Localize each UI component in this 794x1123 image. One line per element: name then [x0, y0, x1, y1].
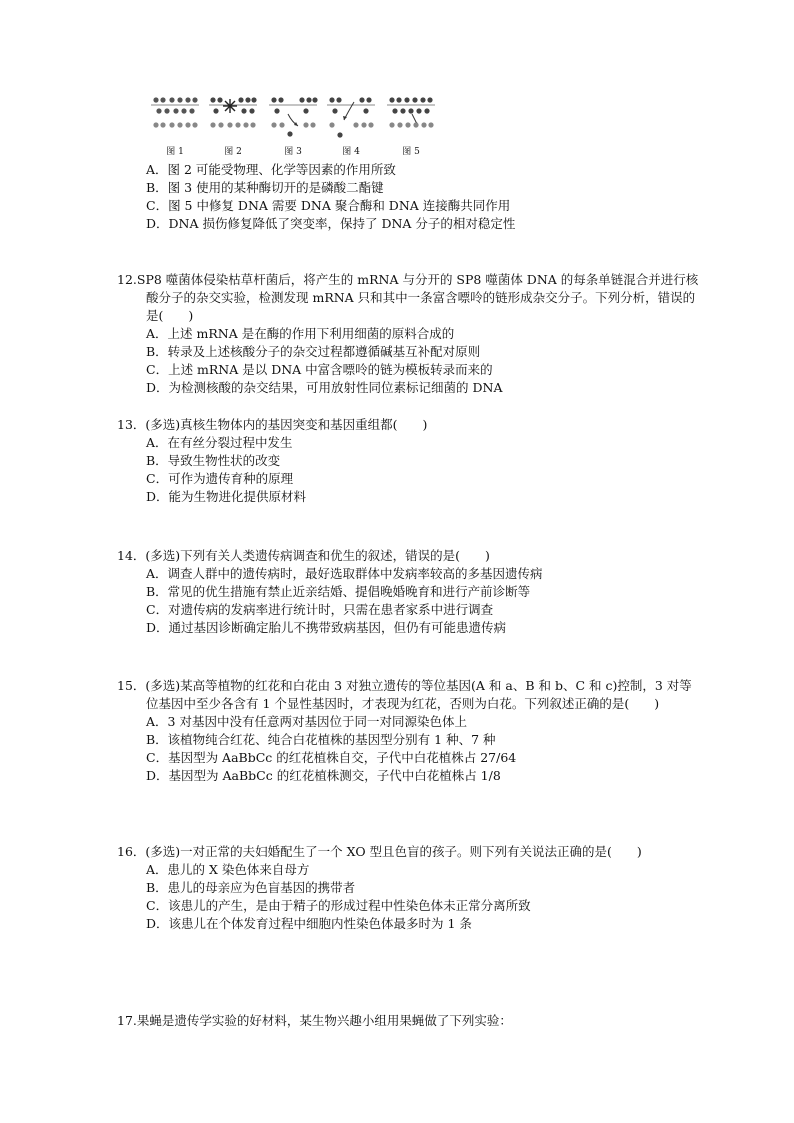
option-d: D．通过基因诊断确定胎儿不携带致病基因，但仍有可能患遗传病	[146, 620, 507, 635]
question-15-stem: 15．(多选)某高等植物的红花和白花由 3 对独立遗传的等位基因(A 和 a、B 和 b、C 和 c)控制，3 对等位基因中至少各含有 1 个显性基因时，才表现为红花，否则为白花。下列叙述正确的是( )	[117, 678, 692, 711]
option-d: D．为检测核酸的杂交结果，可用放射性同位素标记细菌的 DNA	[146, 380, 503, 395]
figure-2	[208, 92, 258, 158]
option-a: A．图 2 可能受物理、化学等因素的作用所致	[146, 162, 396, 177]
figure-5	[386, 92, 436, 158]
question-16	[117, 843, 702, 933]
question-17	[117, 1012, 702, 1030]
option-c: C．图 5 中修复 DNA 需要 DNA 聚合酶和 DNA 连接酶共同作用	[146, 198, 511, 213]
figure-label-4: 图 4	[342, 147, 360, 157]
option-b: B．转录及上述核酸分子的杂交过程都遵循碱基互补配对原则	[146, 344, 481, 359]
question-14-stem: 14．(多选)下列有关人类遗传病调查和优生的叙述，错误的是( )	[117, 548, 490, 563]
dna-strand-figure-2	[208, 92, 258, 146]
dna-strand-figure-4	[326, 92, 376, 146]
question-12	[117, 271, 702, 397]
figure-3	[268, 92, 318, 158]
figure-label-3: 图 3	[284, 147, 302, 157]
option-d: D．DNA 损伤修复降低了突变率，保持了 DNA 分子的相对稳定性	[146, 216, 516, 231]
option-c: C．上述 mRNA 是以 DNA 中富含嘌呤的链为模板转录而来的	[146, 362, 493, 377]
option-b: B．导致生物性状的改变	[146, 453, 281, 468]
option-a: A．上述 mRNA 是在酶的作用下利用细菌的原料合成的	[146, 326, 455, 341]
option-d: D．该患儿在个体发育过程中细胞内性染色体最多时为 1 条	[146, 916, 472, 931]
option-c: C．可作为遗传育种的原理	[146, 471, 294, 486]
figure-4	[326, 92, 376, 158]
option-a: A．3 对基因中没有任意两对基因位于同一对同源染色体上	[146, 714, 467, 729]
option-c: C．对遗传病的发病率进行统计时，只需在患者家系中进行调查	[146, 602, 494, 617]
dna-strand-figure-5	[386, 92, 436, 146]
option-a: A．在有丝分裂过程中发生	[146, 435, 293, 450]
question-17-stem: 17.果蝇是遗传学实验的好材料，某生物兴趣小组用果蝇做了下列实验：	[117, 1013, 512, 1028]
question-13-stem: 13．(多选)真核生物体内的基因突变和基因重组都( )	[117, 417, 428, 432]
question-12-stem: 12.SP8 噬菌体侵染枯草杆菌后，将产生的 mRNA 与分开的 SP8 噬菌体 DNA 的每条单链混合并进行核酸分子的杂交实验，检测发现 mRNA 只和其中一条富含嘌呤的链形成杂交分子。下列分析，错误的是( )	[117, 272, 699, 323]
option-b: B．该植物纯合红花、纯合白花植株的基因型分别有 1 种、7 种	[146, 732, 496, 747]
question-13	[117, 416, 702, 506]
question-11-options	[117, 161, 702, 233]
dna-strand-figure-1	[150, 92, 200, 146]
option-d: D．基因型为 AaBbCc 的红花植株测交，子代中白花植株占 1/8	[146, 768, 501, 783]
figure-1	[150, 92, 200, 158]
option-b: B．图 3 使用的某种酶切开的是磷酸二酯键	[146, 180, 384, 195]
question-16-stem: 16．(多选)一对正常的夫妇婚配生了一个 XO 型且色盲的孩子。则下列有关说法正确的是( )	[117, 844, 642, 859]
figure-label-5: 图 5	[402, 147, 420, 157]
option-d: D．能为生物进化提供原材料	[146, 489, 307, 504]
option-c: C．该患儿的产生，是由于精子的形成过程中性染色体未正常分离所致	[146, 898, 531, 913]
option-a: A．患儿的 X 染色体来自母方	[146, 862, 310, 877]
dna-strand-figure-3	[268, 92, 318, 146]
option-c: C．基因型为 AaBbCc 的红花植株自交，子代中白花植株占 27/64	[146, 750, 517, 765]
dna-damage-figure	[150, 92, 440, 158]
question-15	[117, 677, 702, 785]
option-b: B．常见的优生措施有禁止近亲结婚、提倡晚婚晚育和进行产前诊断等	[146, 584, 531, 599]
figure-label-1: 图 1	[166, 147, 184, 157]
option-a: A．调查人群中的遗传病时，最好选取群体中发病率较高的多基因遗传病	[146, 566, 543, 581]
figure-label-2: 图 2	[224, 147, 242, 157]
option-b: B．患儿的母亲应为色盲基因的携带者	[146, 880, 356, 895]
question-14	[117, 547, 702, 637]
